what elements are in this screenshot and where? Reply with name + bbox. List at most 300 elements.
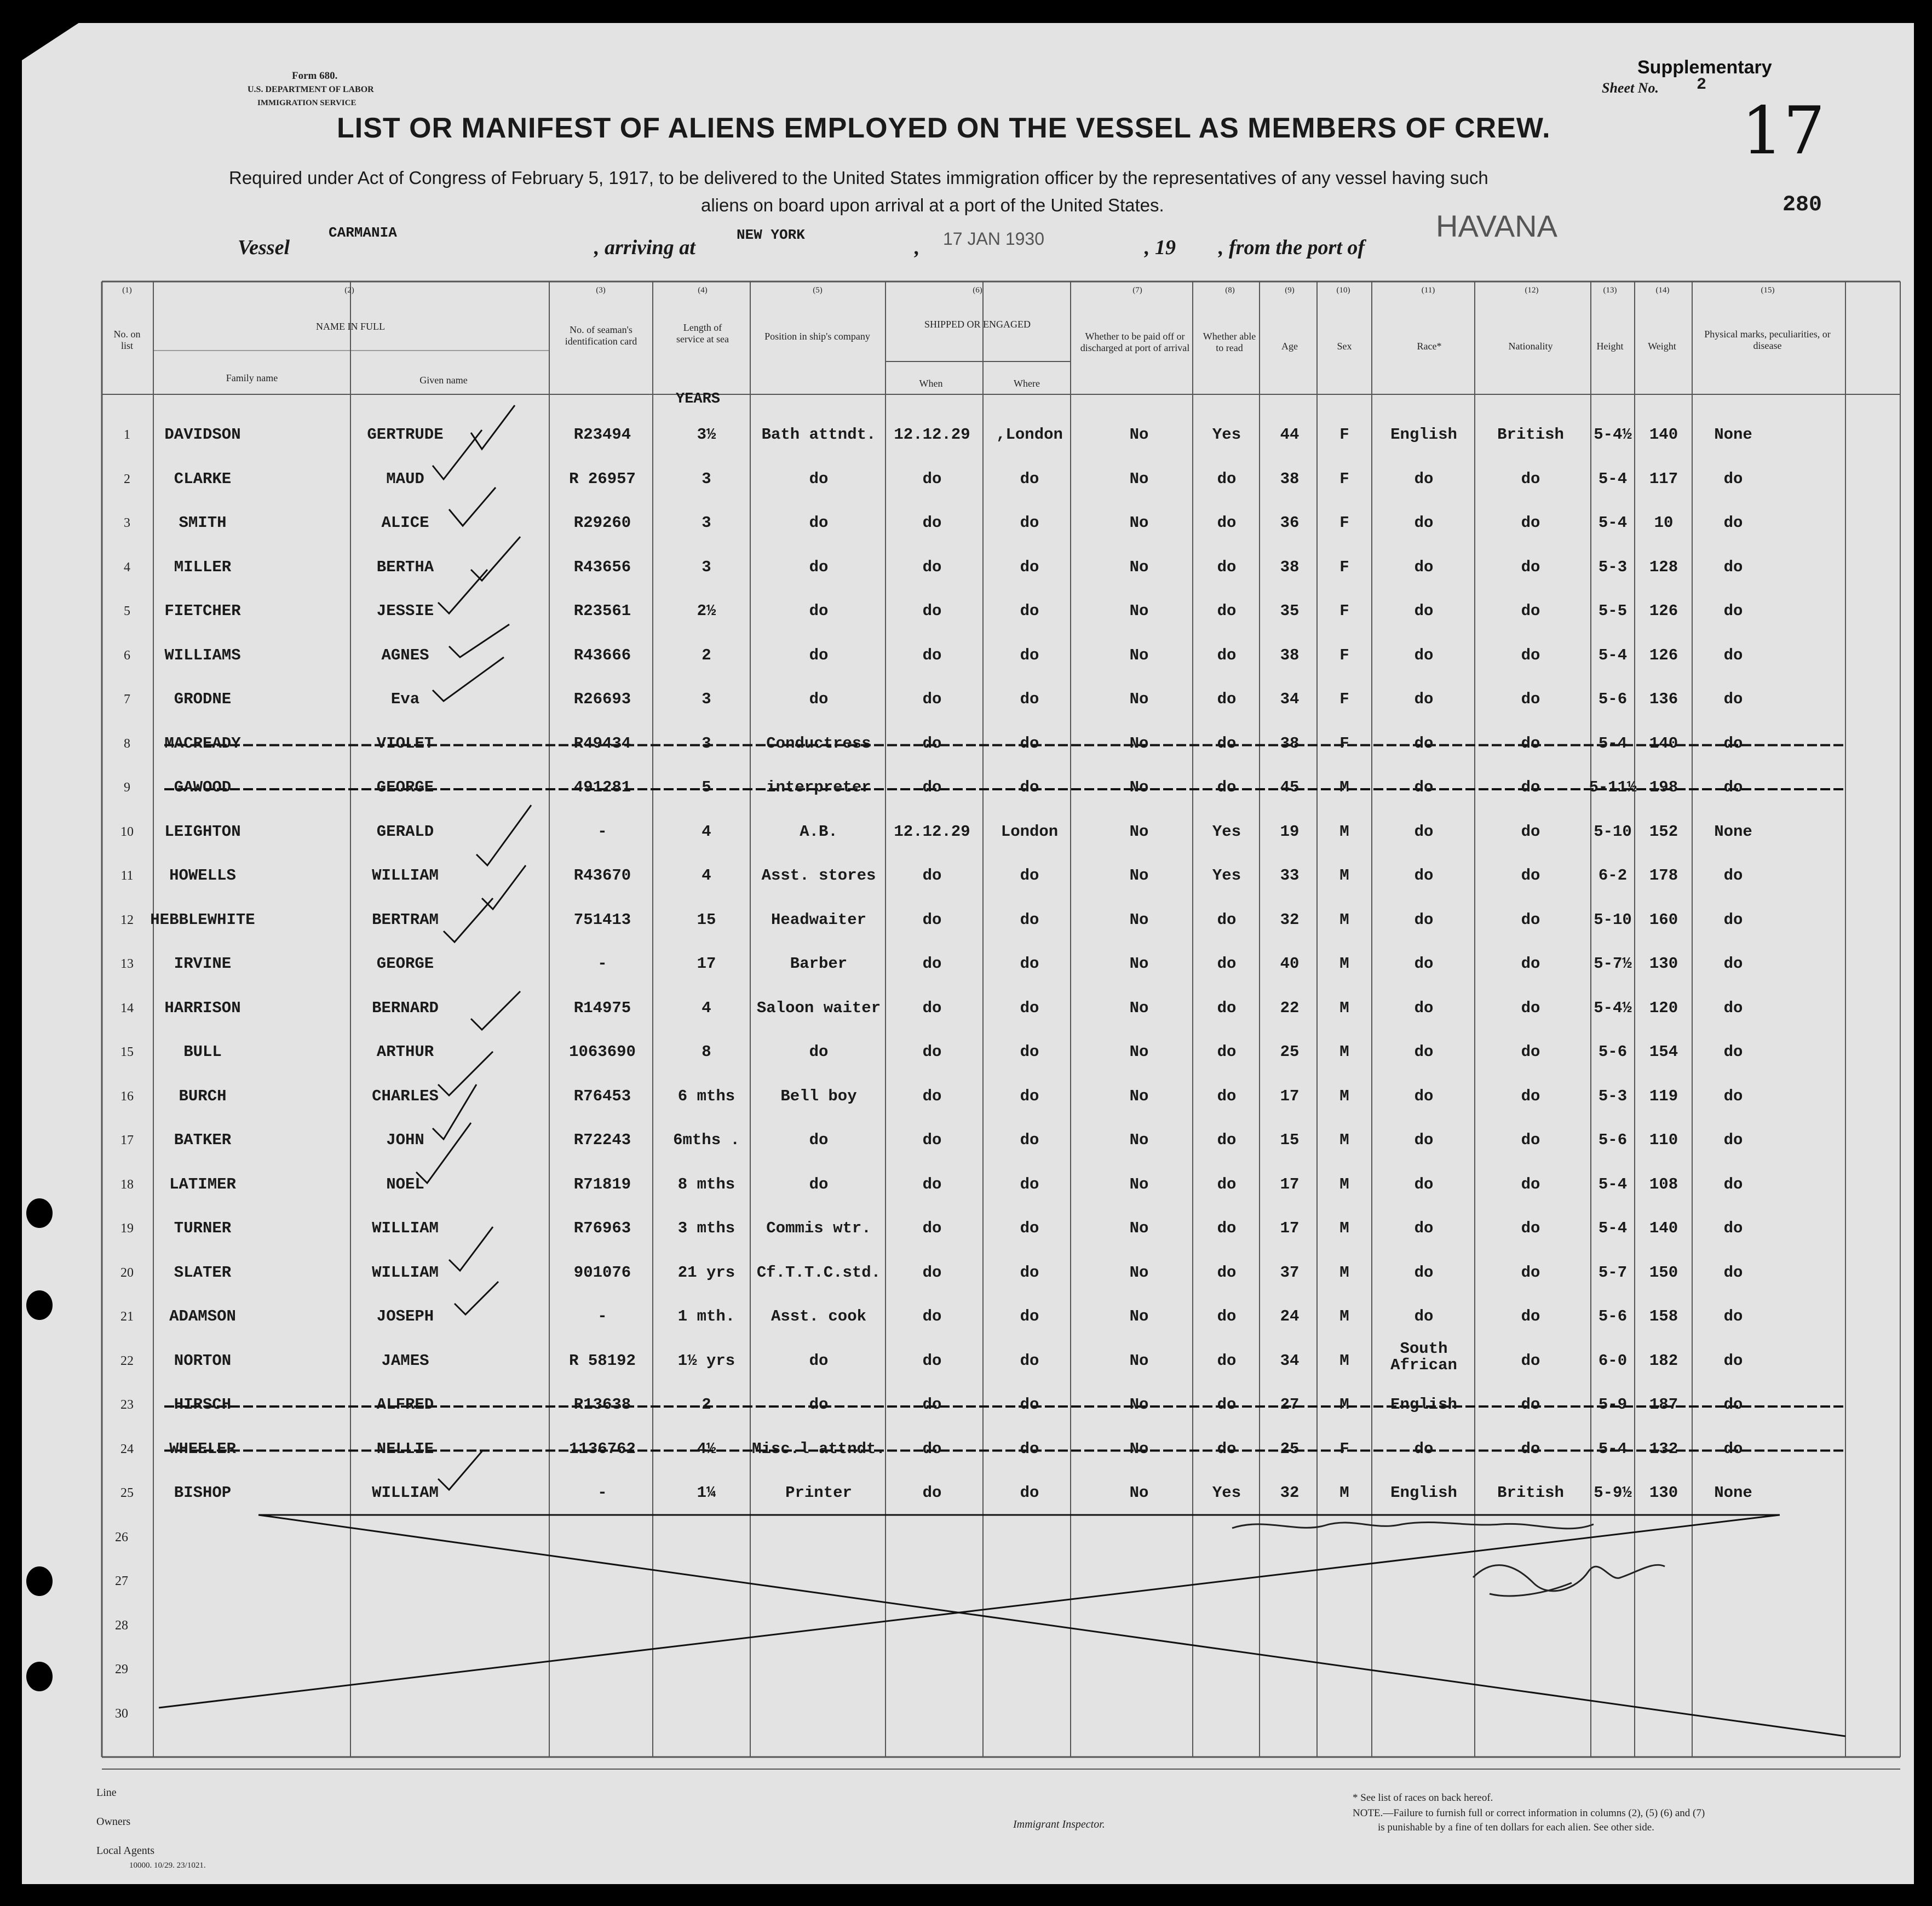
cell-card: - [597, 1484, 607, 1502]
cell-family: IRVINE [174, 955, 232, 973]
cell-family: WHEELER [169, 1439, 236, 1458]
cell-race: do [1414, 558, 1434, 576]
row-number: 22 [120, 1353, 134, 1368]
cell-card: R23494 [573, 426, 631, 444]
cell-card: R43670 [573, 866, 631, 885]
cell-when: do [922, 690, 942, 708]
cell-weight: 117 [1649, 469, 1678, 488]
cell-sex: F [1339, 558, 1349, 576]
col-header-position: Position in ship's company [764, 331, 870, 342]
cell-given: NELLIE [376, 1439, 434, 1458]
cell-card: - [597, 1307, 607, 1325]
department-name: U.S. DEPARTMENT OF LABOR [248, 85, 374, 94]
col-num: (13) [1603, 286, 1617, 295]
cell-marks: None [1714, 426, 1752, 444]
vessel-label: Vessel [238, 236, 290, 259]
col-header-card: No. of seaman's identification card [565, 324, 637, 347]
cell-when: do [922, 1439, 942, 1458]
footer-race-note: * See list of races on back hereof. [1353, 1792, 1493, 1804]
cell-height: 5-6 [1598, 690, 1628, 708]
cell-paid: No [1129, 998, 1149, 1017]
cell-race: do [1414, 602, 1434, 620]
cell-family: MILLER [174, 558, 232, 576]
cell-age: 19 [1280, 822, 1300, 841]
cell-weight: 152 [1649, 822, 1678, 841]
cell-service: 15 [697, 910, 716, 929]
page-subtitle-line2: aliens on board upon arrival at a port of the United States. [701, 195, 1164, 215]
col-num: (8) [1225, 286, 1235, 295]
date-comma: , [915, 236, 920, 259]
cell-paid: No [1129, 1307, 1149, 1325]
col-header-when: When [919, 378, 943, 389]
cell-family: LATIMER [169, 1175, 236, 1193]
cell-position: do [809, 690, 829, 708]
arriving-label: , arriving at [594, 236, 695, 259]
cell-family: ADAMSON [169, 1307, 236, 1325]
cell-given: CHARLES [372, 1087, 439, 1105]
cell-card: R13638 [573, 1396, 631, 1414]
cell-service: 2 [702, 1396, 711, 1414]
row-number: 10 [120, 824, 134, 839]
cell-sex: M [1339, 1131, 1349, 1149]
cell-weight: 182 [1649, 1351, 1678, 1370]
cell-where: do [1020, 955, 1039, 973]
cell-height: 6-0 [1598, 1351, 1628, 1370]
cell-service: 2½ [697, 602, 716, 620]
cell-marks: do [1723, 1131, 1743, 1149]
cell-position: Printer [785, 1484, 852, 1502]
cell-where: ,London [996, 426, 1063, 444]
vessel-name: CARMANIA [329, 225, 397, 241]
cell-position: do [809, 469, 829, 488]
row-number: 7 [124, 692, 130, 707]
cell-height: 5-4½ [1594, 998, 1632, 1017]
cell-paid: No [1129, 426, 1149, 444]
cell-height: 5-5 [1598, 602, 1628, 620]
col-num: (2) [344, 286, 354, 295]
cell-service: 2 [702, 646, 711, 664]
cell-height: 5-10 [1594, 822, 1632, 841]
cell-service: 4 [702, 998, 711, 1017]
col-num: (6) [973, 286, 982, 295]
cell-where: do [1020, 910, 1039, 929]
cell-race: do [1414, 1131, 1434, 1149]
cell-position: Misc.l attndt. [752, 1439, 886, 1458]
cell-read: Yes [1212, 822, 1241, 841]
cell-marks: do [1723, 866, 1743, 885]
cell-marks: do [1723, 1396, 1743, 1414]
cell-read: do [1217, 1131, 1237, 1149]
cell-card: R49434 [573, 734, 631, 753]
cell-service: 4 [702, 822, 711, 841]
row-number: 24 [120, 1442, 134, 1456]
cell-age: 37 [1280, 1263, 1300, 1282]
cell-service: 8 [702, 1043, 711, 1061]
cell-service: 3½ [697, 426, 716, 444]
cell-sex: M [1339, 1219, 1349, 1237]
cell-race: do [1414, 514, 1434, 532]
cell-weight: 136 [1649, 690, 1678, 708]
cell-when: do [922, 1219, 942, 1237]
cell-where: do [1020, 602, 1039, 620]
cell-read: do [1217, 910, 1237, 929]
row-number: 21 [120, 1310, 134, 1324]
page-title: LIST OR MANIFEST OF ALIENS EMPLOYED ON THE VESSEL AS MEMBERS OF CREW. [337, 112, 1551, 144]
row-number: 8 [124, 736, 130, 751]
footer-print-code: 10000. 10/29. 23/1021. [129, 1861, 206, 1870]
cell-age: 38 [1280, 558, 1300, 576]
row-number: 14 [120, 1001, 134, 1015]
cell-race: do [1414, 910, 1434, 929]
row-number: 3 [124, 516, 130, 530]
cell-family: WILLIAMS [164, 646, 241, 664]
cell-paid: No [1129, 866, 1149, 885]
cell-marks: do [1723, 955, 1743, 973]
row-number: 18 [120, 1177, 134, 1192]
cell-when: do [922, 1043, 942, 1061]
cell-age: 15 [1280, 1131, 1300, 1149]
cell-marks: do [1723, 690, 1743, 708]
cell-nationality: do [1521, 778, 1540, 796]
cell-where: do [1020, 469, 1039, 488]
cell-sex: M [1339, 1351, 1349, 1370]
cell-height: 5-4 [1598, 1219, 1628, 1237]
row-number: 28 [115, 1618, 128, 1633]
cell-nationality: do [1521, 1043, 1540, 1061]
cell-weight: 110 [1649, 1131, 1678, 1149]
cell-weight: 158 [1649, 1307, 1678, 1325]
cell-card: R71819 [573, 1175, 631, 1193]
cell-paid: No [1129, 1219, 1149, 1237]
cell-nationality: do [1521, 822, 1540, 841]
cell-height: 5-4 [1598, 734, 1628, 753]
col-header-height: Height [1596, 341, 1624, 352]
col-num: (9) [1285, 286, 1295, 295]
cell-nationality: do [1521, 1175, 1540, 1193]
cell-position: do [809, 602, 829, 620]
cell-paid: No [1129, 955, 1149, 973]
cell-weight: 140 [1649, 426, 1678, 444]
cell-height: 5-9 [1598, 1396, 1628, 1414]
cell-weight: 128 [1649, 558, 1678, 576]
cell-paid: No [1129, 1087, 1149, 1105]
cell-age: 25 [1280, 1439, 1300, 1458]
cell-card: R76453 [573, 1087, 631, 1105]
cell-card: R76963 [573, 1219, 631, 1237]
cell-marks: do [1723, 1043, 1743, 1061]
cell-sex: F [1339, 469, 1349, 488]
cell-paid: No [1129, 734, 1149, 753]
cell-height: 5-6 [1598, 1043, 1628, 1061]
cell-weight: 150 [1649, 1263, 1678, 1282]
cell-sex: M [1339, 955, 1349, 973]
cell-position: Conductress [766, 734, 871, 753]
cell-card: 491281 [573, 778, 631, 796]
cell-service: 1½ yrs [677, 1351, 735, 1370]
row-number: 4 [124, 560, 130, 575]
col-header-nationality: Nationality [1508, 341, 1553, 352]
cell-when: do [922, 1484, 942, 1502]
cell-age: 35 [1280, 602, 1300, 620]
cell-paid: No [1129, 822, 1149, 841]
cell-race: do [1414, 998, 1434, 1017]
cell-read: do [1217, 1439, 1237, 1458]
cell-nationality: do [1521, 734, 1540, 753]
cell-height: 5-4 [1598, 1439, 1628, 1458]
cell-height: 6-2 [1598, 866, 1628, 885]
cell-weight: 140 [1649, 1219, 1678, 1237]
cell-age: 17 [1280, 1087, 1300, 1105]
cell-nationality: do [1521, 998, 1540, 1017]
row-number: 23 [120, 1398, 134, 1412]
cell-given: AGNES [381, 646, 429, 664]
cell-where: London [1001, 822, 1059, 841]
cell-marks: do [1723, 514, 1743, 532]
row-number: 29 [115, 1662, 128, 1677]
cell-family: HOWELLS [169, 866, 236, 885]
cell-where: do [1020, 558, 1039, 576]
cell-marks: do [1723, 646, 1743, 664]
cell-sex: M [1339, 866, 1349, 885]
cell-nationality: British [1497, 426, 1564, 444]
cell-height: 5-10 [1594, 910, 1632, 929]
cell-paid: No [1129, 1043, 1149, 1061]
cell-given: JOHN [386, 1131, 424, 1149]
cell-weight: 119 [1649, 1087, 1678, 1105]
col-header-read: Whether able to read [1203, 331, 1256, 353]
cell-where: do [1020, 1087, 1039, 1105]
cell-service: 4 [702, 866, 711, 885]
cell-card: R72243 [573, 1131, 631, 1149]
cell-weight: 10 [1654, 514, 1674, 532]
cell-read: Yes [1212, 1484, 1241, 1502]
cell-nationality: do [1521, 910, 1540, 929]
col-num: (1) [122, 286, 132, 295]
cell-paid: No [1129, 1175, 1149, 1193]
cell-card: - [597, 822, 607, 841]
cell-sex: M [1339, 822, 1349, 841]
cell-age: 38 [1280, 469, 1300, 488]
col-header-given-name: Given name [419, 375, 468, 386]
cell-when: do [922, 778, 942, 796]
arriving-port: NEW YORK [737, 227, 805, 243]
row-number: 30 [115, 1706, 128, 1721]
cell-race: do [1414, 866, 1434, 885]
cell-paid: No [1129, 514, 1149, 532]
cell-card: R29260 [573, 514, 631, 532]
cell-sex: M [1339, 1043, 1349, 1061]
cell-given: GEORGE [376, 778, 434, 796]
cell-weight: 140 [1649, 734, 1678, 753]
col-header-weight: Weight [1648, 341, 1676, 352]
cell-given: GERALD [376, 822, 434, 841]
row-number: 19 [120, 1221, 134, 1236]
cell-card: - [597, 955, 607, 973]
cell-age: 17 [1280, 1219, 1300, 1237]
cell-family: HARRISON [164, 998, 241, 1017]
cell-service: 21 yrs [677, 1263, 735, 1282]
cell-height: 5-4 [1598, 469, 1628, 488]
cell-service: 1 mth. [677, 1307, 735, 1325]
cell-height: 5-4 [1598, 1175, 1628, 1193]
cell-race: do [1414, 646, 1434, 664]
cell-where: do [1020, 998, 1039, 1017]
cell-marks: do [1723, 558, 1743, 576]
col-num: (15) [1761, 286, 1775, 295]
cell-given: NOEL [386, 1175, 424, 1193]
cell-family: GAWOOD [174, 778, 232, 796]
cell-read: do [1217, 1219, 1237, 1237]
cell-sex: M [1339, 1396, 1349, 1414]
cell-nationality: do [1521, 1439, 1540, 1458]
cell-age: 34 [1280, 690, 1300, 708]
cell-paid: No [1129, 1351, 1149, 1370]
cell-marks: do [1723, 1307, 1743, 1325]
cell-when: do [922, 866, 942, 885]
signature [1232, 1522, 1665, 1595]
cell-when: do [922, 1396, 942, 1414]
cell-race: English [1390, 1484, 1457, 1502]
cell-marks: do [1723, 602, 1743, 620]
cell-age: 38 [1280, 646, 1300, 664]
cell-race: do [1414, 822, 1434, 841]
cell-when: do [922, 1351, 942, 1370]
cell-position: interpreter [766, 778, 871, 796]
row-number: 17 [120, 1133, 134, 1147]
row-number: 6 [124, 648, 130, 663]
cell-marks: do [1723, 1351, 1743, 1370]
cell-family: BULL [183, 1043, 222, 1061]
cell-card: R 26957 [569, 469, 636, 488]
cell-position: Saloon waiter [756, 998, 881, 1017]
row-number: 2 [124, 472, 130, 486]
footer-note-line1: NOTE.—Failure to furnish full or correct information in columns (2), (5) (6) and (7) [1353, 1807, 1705, 1819]
cell-marks: do [1723, 1087, 1743, 1105]
cell-sex: M [1339, 1087, 1349, 1105]
cell-service: 4½ [697, 1439, 716, 1458]
cell-paid: No [1129, 690, 1149, 708]
cell-weight: 120 [1649, 998, 1678, 1017]
year-label: , 19 [1145, 236, 1176, 259]
service-name: IMMIGRATION SERVICE [257, 99, 357, 107]
cell-age: 24 [1280, 1307, 1300, 1325]
cell-family: MACREADY [164, 734, 241, 753]
cell-weight: 108 [1649, 1175, 1678, 1193]
cell-when: do [922, 910, 942, 929]
cell-nationality: do [1521, 1396, 1540, 1414]
cell-weight: 130 [1649, 955, 1678, 973]
cell-given: ALFRED [376, 1396, 434, 1414]
cell-read: do [1217, 1351, 1237, 1370]
cell-position: do [809, 1351, 829, 1370]
cell-read: do [1217, 646, 1237, 664]
cell-given: WILLIAM [372, 866, 439, 885]
row-number: 9 [124, 780, 130, 795]
cell-family: GRODNE [174, 690, 232, 708]
row-number: 5 [124, 604, 130, 618]
cell-when: do [922, 1263, 942, 1282]
date-stamp: 17 JAN 1930 [943, 229, 1045, 249]
cell-height: 5-4 [1598, 646, 1628, 664]
sheet-number: 2 [1697, 76, 1707, 94]
cell-sex: M [1339, 1307, 1349, 1325]
cell-nationality: do [1521, 1307, 1540, 1325]
cell-where: do [1020, 778, 1039, 796]
form-number: Form 680. [292, 70, 338, 82]
cell-position: do [809, 1131, 829, 1149]
cell-position: Asst. cook [771, 1307, 867, 1325]
col-header-service-unit: YEARS [676, 391, 721, 407]
cell-race: do [1414, 778, 1434, 796]
from-port: HAVANA [1436, 209, 1557, 243]
cell-where: do [1020, 1439, 1039, 1458]
cell-nationality: do [1521, 1087, 1540, 1105]
cell-paid: No [1129, 910, 1149, 929]
col-header-shipped: SHIPPED OR ENGAGED [924, 319, 1031, 330]
cell-when: 12.12.29 [894, 822, 970, 841]
cell-height: 5-6 [1598, 1131, 1628, 1149]
cell-given: GERTRUDE [367, 426, 444, 444]
row-number: 26 [115, 1530, 128, 1545]
cell-nationality: do [1521, 558, 1540, 576]
cell-where: do [1020, 1396, 1039, 1414]
cell-height: 5-7½ [1594, 955, 1632, 973]
cell-race: English [1390, 426, 1457, 444]
cell-height: 5-9½ [1594, 1484, 1632, 1502]
cell-weight: 132 [1649, 1439, 1678, 1458]
cell-read: Yes [1212, 866, 1241, 885]
cell-race: do [1414, 690, 1434, 708]
col-header-name: NAME IN FULL [316, 321, 385, 332]
cell-card: R23561 [573, 602, 631, 620]
cell-sex: M [1339, 998, 1349, 1017]
cell-card: R26693 [573, 690, 631, 708]
cell-nationality: do [1521, 1263, 1540, 1282]
cell-weight: 198 [1649, 778, 1678, 796]
cell-family: BATKER [174, 1131, 232, 1149]
cell-service: 6 mths [677, 1087, 735, 1105]
cell-paid: No [1129, 469, 1149, 488]
cell-marks: do [1723, 734, 1743, 753]
cell-given: ARTHUR [376, 1043, 434, 1061]
cell-position: Barber [790, 955, 848, 973]
cell-card: R43666 [573, 646, 631, 664]
cell-race: do [1414, 1439, 1434, 1458]
cell-race: do [1414, 1175, 1434, 1193]
cell-sex: F [1339, 602, 1349, 620]
col-header-paid: Whether to be paid off or discharged at port of arrival [1080, 331, 1190, 353]
cell-service: 1¼ [697, 1484, 716, 1502]
cell-sex: M [1339, 910, 1349, 929]
row-number: 12 [120, 912, 134, 927]
cell-family: LEIGHTON [164, 822, 241, 841]
cell-read: do [1217, 558, 1237, 576]
col-num: (3) [596, 286, 606, 295]
cell-age: 34 [1280, 1351, 1300, 1370]
col-header-service: Length of service at sea [676, 322, 729, 345]
cell-when: 12.12.29 [894, 426, 970, 444]
cell-age: 45 [1280, 778, 1300, 796]
cell-where: do [1020, 734, 1039, 753]
cell-card: 901076 [573, 1263, 631, 1282]
cell-marks: do [1723, 1219, 1743, 1237]
col-num: (7) [1132, 286, 1142, 295]
sheet-label: Sheet No. [1602, 80, 1659, 96]
cell-marks: do [1723, 998, 1743, 1017]
cell-given: VIOLET [376, 734, 434, 753]
cell-weight: 178 [1649, 866, 1678, 885]
cell-paid: No [1129, 778, 1149, 796]
